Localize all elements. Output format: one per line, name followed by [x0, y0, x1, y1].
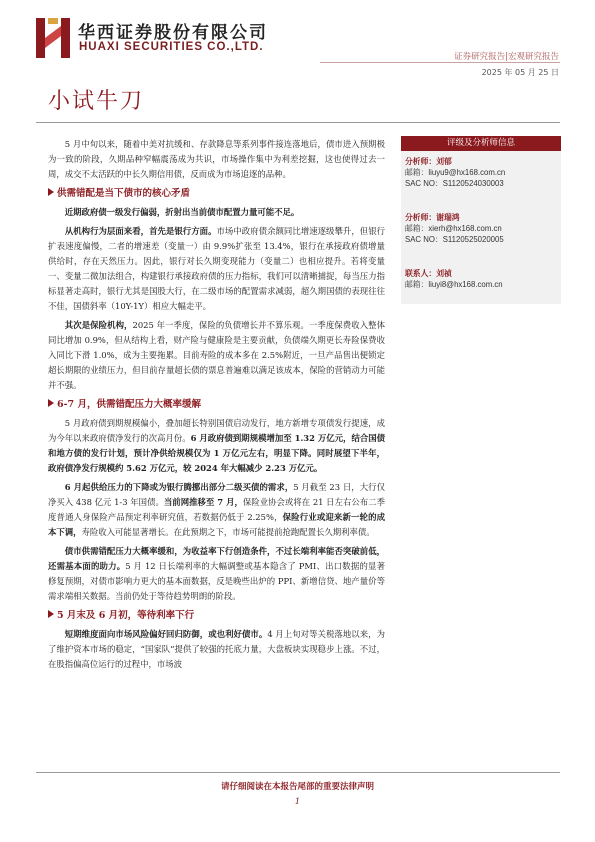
triangle-bullet-icon	[48, 399, 54, 407]
analyst-card	[405, 212, 559, 245]
bold-lead: 短期维度面向市场风险偏好回归防御，或也利好债市。	[64, 629, 268, 639]
analyst-name: 刘郁	[436, 157, 452, 166]
analyst-email[interactable]: 邮箱：liuyu9@hx168.com.cn	[405, 168, 506, 177]
analyst-card	[405, 268, 559, 290]
section-heading	[48, 186, 385, 201]
bold-text: 当前网推移至 7 月，	[163, 497, 243, 507]
bold-text: 保险行业或迎来新一轮的成本下调，	[48, 512, 385, 537]
triangle-bullet-icon	[48, 610, 54, 618]
title-divider	[36, 122, 560, 123]
bold-lead: 从机构行为层面来看，首先是银行方面。	[64, 226, 217, 236]
paragraph-text: 2025 年一季度，保险的负债增长并不算乐观。一季度保费收入整体同比增加 0.9%，但从结构上看，财产险与健康险是主要贡献，负债端久期更长寿险保费收入同比下滑 1.0%，成为主要拖累。目前寿险的成本多在 2.5%附近，一旦产品售出便锁定超长期限的业绩压力，但目前存量超长债的票息普遍难以满足该成本，保险的营销动力可能并不强。	[48, 320, 386, 390]
analyst-role: 分析师：	[405, 213, 437, 222]
report-body	[48, 137, 385, 676]
brand-name-cn: 华西证券股份有限公司	[78, 23, 268, 43]
section-heading	[48, 608, 385, 623]
paragraph-text: 4 月上旬对等关税落地以来，为了维护资本市场的稳定，“国家队”提供了较强的托底力量，大盘板块实现稳步上涨。不过，在股指偏高位运行的过程中，市场波	[48, 629, 385, 669]
analyst-info-panel	[401, 136, 561, 304]
paragraph-text: 市场中政府债余额同比增速逐级攀升，但银行扩表速度偏慢，二者的增速差（变量一）由 9.9%扩张至 13.4%，银行在承接政府债增量供给时，存在天然压力。因此，银行对长久期变现能力（变量二）也相应提升。若将变量一、变量二微加法组合，构建银行承接政府债的压力指标，我们可以清晰捕捉，每当压力指标显著走高时，银行尤其是国股大行，在二级市场的配置需求减弱，超久期国债的表现往往不佳，国债斜率（10Y-1Y）相应大幅走平。	[48, 226, 386, 311]
contact-email[interactable]: 邮箱：liuyi8@hx168.com.cn	[405, 280, 503, 289]
page-number: 1	[294, 797, 301, 807]
body-paragraph	[48, 627, 385, 672]
report-type: 证券研究报告|宏观研究报告	[454, 52, 559, 62]
analyst-sac: SAC NO：S1120524030003	[405, 179, 504, 188]
contact-name: 刘祯	[436, 269, 452, 278]
analyst-name: 谢瑞鸿	[436, 213, 460, 222]
paragraph-text: 5 月截至 23 日，大行仅净买入 438 亿元 1-3 年国债。	[48, 482, 385, 507]
bold-text: 6 月政府债到期规模增加至 1.32 万亿元，结合国债和地方债的发行计划，预计净供给规模仅为 1 万亿元左右，明显下降。同时展望下半年，政府债净发行规模约 5.62 万亿元，较 2024 年大幅减少 2.23 万亿元。	[48, 433, 385, 473]
body-paragraph	[48, 205, 385, 220]
header-divider	[320, 62, 560, 63]
paragraph-text: 寿险收入可能显著增长。在此预期之下，市场可能提前抢跑配置长久期利率债。	[81, 527, 375, 537]
section-heading	[48, 397, 385, 412]
analyst-card	[405, 156, 559, 189]
body-paragraph: 5 月中旬以来，随着中美对抗缓和、存款降息等系列事件接连落地后，债市进入预期极为一致的阶段，久期品种窄幅震荡成为共识，市场操作集中为利差挖掘，这也使得过去一周，成交不太活跃的中长久期信用债，反而成为市场追逐的品种。	[48, 139, 385, 179]
body-paragraph	[48, 480, 385, 540]
analyst-sac: SAC NO：S1120525020005	[405, 235, 504, 244]
body-paragraph	[48, 224, 385, 314]
section-title: 供需错配是当下债市的核心矛盾	[57, 188, 191, 199]
paragraph-text: 保险业协会或将在 21 日左右公布二季度普通人身保险产品预定利率研究值，若数据仍低于 2.25%，	[48, 497, 385, 522]
bold-lead: 6 月起供给压力的下降或为银行腾挪出部分二级买债的需求，	[64, 482, 294, 492]
section-title: 6-7 月，供需错配压力大概率缓解	[57, 399, 201, 410]
bold-lead: 债市供需错配压力大概率缓和，为收益率下行创造条件，不过长端利率能否突破前低，还需基本面的助力。	[48, 546, 385, 571]
body-paragraph	[48, 318, 385, 393]
body-paragraph	[48, 544, 385, 604]
huaxi-logo-icon	[36, 18, 70, 58]
analyst-panel-heading: 评级及分析师信息	[401, 136, 561, 151]
contact-role: 联系人：	[405, 269, 437, 278]
report-title: 小试牛刀	[48, 89, 145, 114]
footer-divider	[36, 772, 560, 773]
legal-disclaimer: 请仔细阅读在本报告尾部的重要法律声明	[220, 782, 374, 792]
bold-lead: 近期政府债一级发行偏弱，折射出当前债市配置力量可能不足。	[64, 207, 300, 217]
analyst-email[interactable]: 邮箱：xierh@hx168.com.cn	[405, 224, 502, 233]
body-paragraph	[48, 416, 385, 476]
section-title: 5 月末及 6 月初，等待利率下行	[57, 610, 195, 621]
brand-name-en: HUAXI SECURITIES CO.,LTD.	[79, 41, 264, 53]
analyst-role: 分析师：	[405, 157, 437, 166]
bold-lead: 其次是保险机构，	[64, 320, 133, 330]
report-date: 2025 年 05 月 25 日	[481, 68, 559, 77]
paragraph-text: 5 月政府债到期规模偏小，叠加超长特别国债启动发行，地方新增专项债发行提速，成为今年以来政府债净发行的次高月份。	[48, 418, 385, 443]
triangle-bullet-icon	[48, 188, 54, 196]
paragraph-text: 5 月 12 日长端利率的大幅调整或基本隐含了 PMI、出口数据的显著修复预期，对债市影响力更大的基本面数据，反是晚些出炉的 PPI、新增信贷、地产量价等需求端相关数据。当前仍处于等待趋势明朗的阶段。	[48, 561, 385, 601]
